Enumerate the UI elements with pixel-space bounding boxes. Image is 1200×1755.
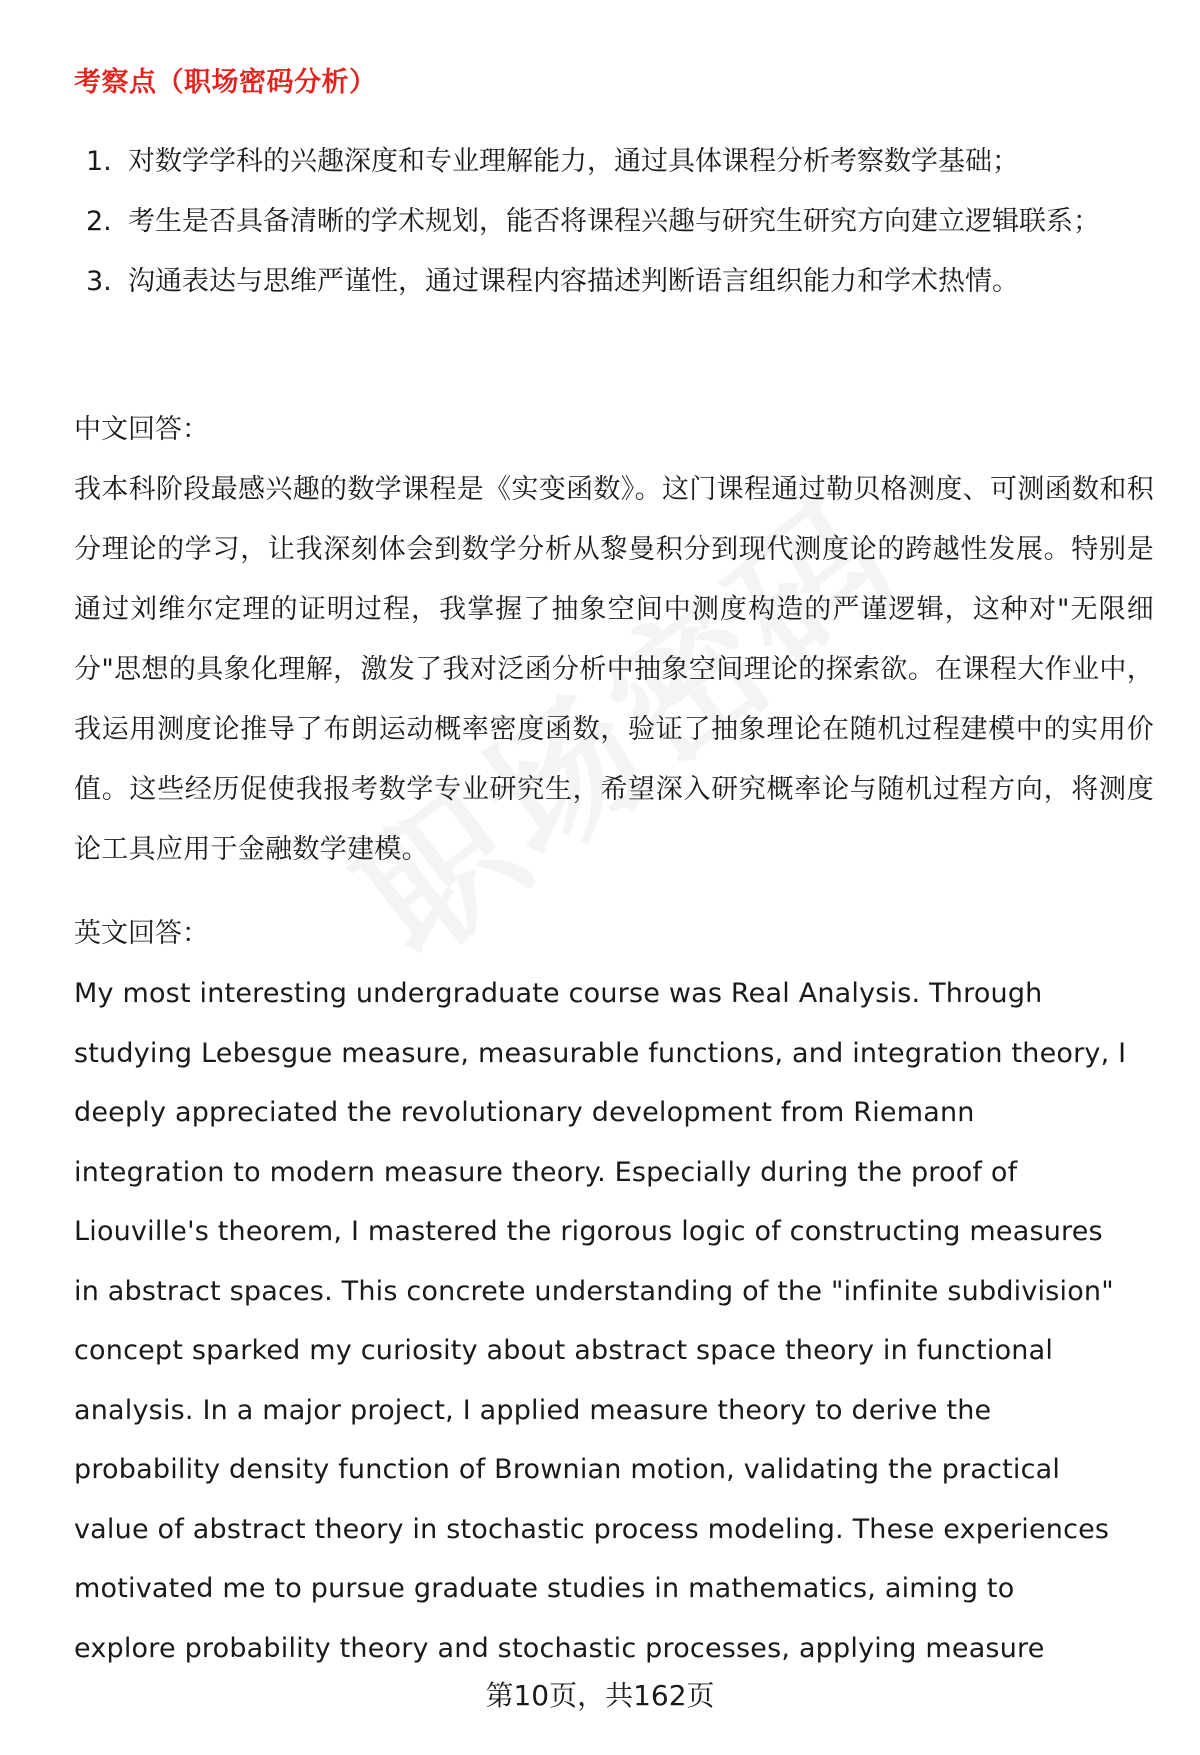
text-line: deeply appreciated the revolutionary development from Riemann xyxy=(74,1097,975,1128)
text-line: in abstract spaces. This concrete understanding of the "infinite subdivision" xyxy=(74,1275,1114,1307)
list-number: 2. xyxy=(86,206,112,237)
text-line: value of abstract theory in stochastic process modeling. These experiences xyxy=(74,1513,1110,1545)
english-answer-label: 英文回答： xyxy=(74,918,209,949)
chinese-answer-section xyxy=(74,400,1154,880)
list-item xyxy=(74,192,1154,252)
text-line: explore probability theory and stochastic processes, applying measure xyxy=(74,1632,1045,1664)
chinese-answer-text: 我本科阶段最感兴趣的数学课程是《实变函数》。这门课程通过勒贝格测度、可测函数和积分理论的学习，让我深刻体会到数学分析从黎曼积分到现代测度论的跨越性发展。特别是通过刘维尔定理的证明过程，我掌握了抽象空间中测度构造的严谨逻辑，这种对"无限细分"思想的具象化理解，激发了我对泛函分析中抽象空间理论的探索欲。在课程大作业中，我运用测度论推导了布朗运动概率密度函数，验证了抽象理论在随机过程建模中的实用价值。这些经历促使我报考数学专业研究生，希望深入研究概率论与随机过程方向，将测度论工具应用于金融数学建模。 xyxy=(74,474,1154,865)
list-number: 1. xyxy=(86,146,112,177)
text-line: probability density function of Brownian motion, validating the practical xyxy=(74,1454,1061,1485)
text-line: My most interesting undergraduate course was Real Analysis. Through xyxy=(74,978,1043,1009)
list-item-text: 考生是否具备清晰的学术规划，能否将课程兴趣与研究生研究方向建立逻辑联系； xyxy=(128,206,1100,237)
text-line: concept sparked my curiosity about abstract space theory in functional xyxy=(74,1335,1054,1366)
list-item-text: 沟通表达与思维严谨性，通过课程内容描述判断语言组织能力和学术热情。 xyxy=(128,266,1019,297)
list-item xyxy=(74,252,1154,312)
text-line: studying Lebesgue measure, measurable functions, and integration theory, I xyxy=(74,1037,1127,1069)
section-title: 考察点（职场密码分析） xyxy=(74,67,377,98)
chinese-answer-label: 中文回答： xyxy=(74,414,209,445)
list-item-text: 对数学学科的兴趣深度和专业理解能力，通过具体课程分析考察数学基础； xyxy=(128,146,1019,177)
list-item xyxy=(74,132,1154,192)
english-answer-section xyxy=(74,904,1154,1678)
text-line: integration to modern measure theory. Especially during the proof of xyxy=(74,1156,1018,1188)
list-number: 3. xyxy=(86,266,112,297)
key-points-list xyxy=(74,132,1154,312)
text-line: motivated me to pursue graduate studies in mathematics, aiming to xyxy=(74,1573,1015,1604)
text-line: analysis. In a major project, I applied measure theory to derive the xyxy=(74,1394,992,1426)
page-number-footer: 第10页，共162页 xyxy=(485,1679,715,1712)
text-line: Liouville's theorem, I mastered the rigorous logic of constructing measures xyxy=(74,1216,1103,1247)
english-answer-text xyxy=(74,964,1154,1678)
